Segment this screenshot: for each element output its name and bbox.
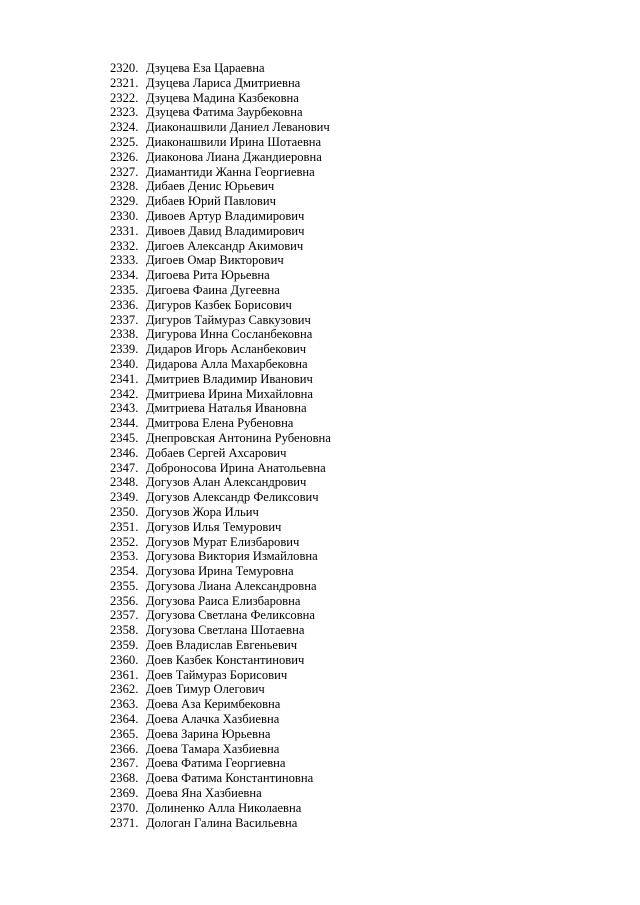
entry-number: 2333. [110, 253, 139, 268]
entry-name: Доева Фатима Георгиевна [146, 756, 286, 771]
entry-number: 2371. [110, 815, 139, 830]
list-item [110, 298, 331, 313]
entry-name: Добаев Сергей Ахсарович [146, 445, 287, 460]
entry-number: 2336. [110, 297, 139, 312]
entry-number: 2361. [110, 667, 139, 682]
entry-number: 2354. [110, 564, 139, 579]
entry-name: Диаконашвили Даниел Леванович [146, 120, 330, 135]
entry-name: Дигурова Инна Сосланбековна [146, 327, 313, 342]
list-item [110, 461, 331, 476]
entry-name: Догузов Жора Ильич [146, 504, 259, 519]
entry-name: Догузов Алан Александрович [146, 475, 307, 490]
entry-number: 2359. [110, 638, 139, 653]
entry-name: Доева Тамара Хазбиевна [146, 741, 280, 756]
entry-name: Дивоев Давид Владимирович [146, 223, 305, 238]
list-item [110, 668, 331, 683]
entry-name: Диаконашвили Ирина Шотаевна [146, 134, 322, 149]
list-item [110, 105, 331, 120]
entry-name: Дзуцева Фатима Заурбековна [146, 105, 303, 120]
entry-name: Дмитриев Владимир Иванович [146, 371, 313, 386]
entry-name: Диаконова Лиана Джандиеровна [146, 149, 322, 164]
entry-number: 2328. [110, 179, 139, 194]
entry-number: 2369. [110, 786, 139, 801]
entry-name: Дзуцева Лариса Дмитриевна [146, 75, 301, 90]
entry-number: 2341. [110, 371, 139, 386]
list-item [110, 697, 331, 712]
list-item [110, 727, 331, 742]
list-item [110, 742, 331, 757]
entry-name: Долиненко Алла Николаевна [146, 800, 302, 815]
list-item [110, 520, 331, 535]
entry-name: Дигоев Александр Акимович [146, 238, 304, 253]
entry-name: Дзуцева Еза Цараевна [146, 61, 265, 75]
entry-name: Догузова Ирина Темуровна [146, 564, 294, 579]
entry-number: 2367. [110, 756, 139, 771]
entry-name: Догузов Александр Феликсович [146, 490, 319, 505]
entry-number: 2362. [110, 682, 139, 697]
entry-number: 2324. [110, 120, 139, 135]
entry-number: 2344. [110, 416, 139, 431]
entry-name: Догузова Светлана Феликсовна [146, 608, 316, 623]
list-item [110, 535, 331, 550]
list-item [110, 475, 331, 490]
list-item [110, 327, 331, 342]
list-item [110, 165, 331, 180]
entry-name: Доев Владислав Евгеньевич [146, 638, 298, 653]
entry-number: 2347. [110, 460, 139, 475]
entry-number: 2323. [110, 105, 139, 120]
entry-name: Доев Тимур Олегович [146, 682, 265, 697]
entry-number: 2358. [110, 623, 139, 638]
entry-name: Доева Алачка Хазбиевна [146, 712, 280, 727]
entry-number: 2348. [110, 475, 139, 490]
list-item [110, 682, 331, 697]
entry-number: 2330. [110, 208, 139, 223]
list-item [110, 756, 331, 771]
list-item [110, 771, 331, 786]
list-item [110, 653, 331, 668]
entry-number: 2350. [110, 504, 139, 519]
list-item [110, 549, 331, 564]
entry-number: 2334. [110, 268, 139, 283]
list-item [110, 253, 331, 268]
list-item [110, 416, 331, 431]
entry-name: Дивоев Артур Владимирович [146, 208, 305, 223]
list-item [110, 712, 331, 727]
entry-number: 2370. [110, 800, 139, 815]
entry-number: 2327. [110, 164, 139, 179]
entry-number: 2343. [110, 401, 139, 416]
entry-number: 2339. [110, 342, 139, 357]
list-item [110, 608, 331, 623]
entry-name: Дмитриева Ирина Михайловна [146, 386, 313, 401]
list-item [110, 431, 331, 446]
entry-number: 2353. [110, 549, 139, 564]
entry-number: 2335. [110, 282, 139, 297]
entry-number: 2342. [110, 386, 139, 401]
list-item [110, 268, 331, 283]
list-item [110, 224, 331, 239]
entry-number: 2352. [110, 534, 139, 549]
entry-name: Догузова Раиса Елизбаровна [146, 593, 301, 608]
entry-number: 2346. [110, 445, 139, 460]
entry-name: Доева Аза Керимбековна [146, 697, 281, 712]
entry-name: Дибаев Юрий Павлович [146, 194, 276, 209]
entry-name: Дигоев Омар Викторович [146, 253, 284, 268]
list-item [110, 209, 331, 224]
entry-name: Догузов Мурат Елизбарович [146, 534, 300, 549]
list-item [110, 387, 331, 402]
entry-number: 2368. [110, 771, 139, 786]
entry-name: Дигоева Фаина Дугеевна [146, 282, 280, 297]
list-item [110, 135, 331, 150]
entry-number: 2365. [110, 726, 139, 741]
list-item [110, 179, 331, 194]
list-item [110, 61, 331, 76]
list-item [110, 490, 331, 505]
entry-name: Дигуров Казбек Борисович [146, 297, 292, 312]
entry-name: Доев Таймураз Борисович [146, 667, 288, 682]
entry-number: 2357. [110, 608, 139, 623]
name-list [110, 61, 331, 830]
entry-number: 2363. [110, 697, 139, 712]
list-item [110, 579, 331, 594]
list-item [110, 91, 331, 106]
entry-name: Доева Яна Хазбиевна [146, 786, 262, 801]
entry-number: 2321. [110, 75, 139, 90]
entry-number: 2349. [110, 490, 139, 505]
entry-number: 2338. [110, 327, 139, 342]
list-item [110, 372, 331, 387]
list-item [110, 623, 331, 638]
list-item [110, 801, 331, 816]
entry-number: 2331. [110, 223, 139, 238]
entry-name: Днепровская Антонина Рубеновна [146, 430, 331, 445]
list-item [110, 564, 331, 579]
entry-name: Доброносова Ирина Анатольевна [146, 460, 326, 475]
entry-number: 2364. [110, 712, 139, 727]
list-item [110, 816, 331, 831]
entry-name: Дигуров Таймураз Савкузович [146, 312, 311, 327]
list-item [110, 283, 331, 298]
list-item [110, 505, 331, 520]
entry-name: Догузова Лиана Александровна [146, 578, 317, 593]
entry-number: 2325. [110, 134, 139, 149]
list-item [110, 638, 331, 653]
list-item [110, 76, 331, 91]
entry-number: 2332. [110, 238, 139, 253]
entry-name: Дзуцева Мадина Казбековна [146, 90, 299, 105]
entry-number: 2329. [110, 194, 139, 209]
entry-name: Дмитрова Елена Рубеновна [146, 416, 294, 431]
entry-number: 2351. [110, 519, 139, 534]
list-item [110, 342, 331, 357]
list-item [110, 446, 331, 461]
entry-name: Догузова Виктория Измайловна [146, 549, 318, 564]
entry-name: Доева Фатима Константиновна [146, 771, 314, 786]
entry-number: 2355. [110, 578, 139, 593]
entry-number: 2337. [110, 312, 139, 327]
list-item [110, 786, 331, 801]
entry-name: Дидарова Алла Махарбековна [146, 356, 308, 371]
list-item [110, 150, 331, 165]
entry-name: Догузов Илья Темурович [146, 519, 282, 534]
entry-number: 2366. [110, 741, 139, 756]
entry-number: 2345. [110, 430, 139, 445]
list-item [110, 239, 331, 254]
entry-number: 2322. [110, 90, 139, 105]
entry-number: 2320. [110, 61, 139, 75]
list-item [110, 194, 331, 209]
entry-name: Диамантиди Жанна Георгиевна [146, 164, 315, 179]
list-item [110, 120, 331, 135]
entry-number: 2326. [110, 149, 139, 164]
entry-number: 2360. [110, 652, 139, 667]
list-item [110, 594, 331, 609]
entry-name: Дибаев Денис Юрьевич [146, 179, 275, 194]
entry-number: 2340. [110, 356, 139, 371]
list-item [110, 357, 331, 372]
entry-name: Догузова Светлана Шотаевна [146, 623, 305, 638]
entry-number: 2356. [110, 593, 139, 608]
entry-name: Дигоева Рита Юрьевна [146, 268, 270, 283]
list-item [110, 401, 331, 416]
entry-name: Дидаров Игорь Асланбекович [146, 342, 307, 357]
list-item [110, 313, 331, 328]
entry-name: Дмитриева Наталья Ивановна [146, 401, 307, 416]
entry-name: Дологан Галина Васильевна [146, 815, 298, 830]
entry-name: Доев Казбек Константинович [146, 652, 305, 667]
entry-name: Доева Зарина Юрьевна [146, 726, 271, 741]
